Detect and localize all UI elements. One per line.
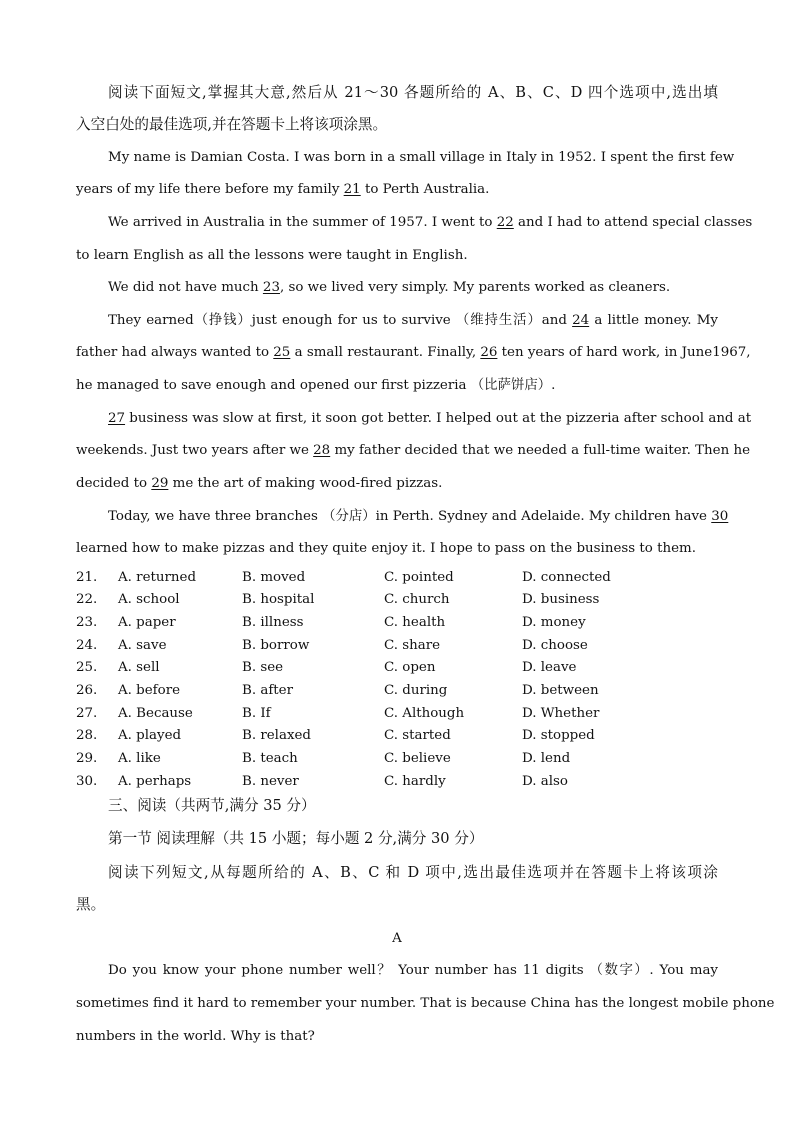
passage-label: A [392, 931, 402, 946]
blank-28: 28 [313, 443, 331, 458]
passage-p6-line-2: learned how to make pizzas and they quite enjoy it. I hope to pass on the business to them. [76, 541, 696, 556]
blank-26: 26 [480, 345, 498, 360]
passage-p2-line-1: We arrived in Australia in the summer of 1957. I went to 22 and I had to attend special classes [108, 215, 753, 230]
passage-p2-line-2: to learn English as all the lessons were taught in English. [76, 248, 468, 263]
passage-a-line-3: numbers in the world. Why is that? [76, 1029, 315, 1044]
option-row: 21. A. returned B. moved C. pointed D. connected [76, 570, 611, 585]
passage-p3: We did not have much 23, so we lived very simply. My parents worked as cleaners. [108, 280, 671, 295]
passage-a-line-2: sometimes find it hard to remember your number. That is because China has the longest mobile phone [76, 996, 775, 1011]
blank-24: 24 [572, 313, 590, 328]
option-row: 30. A. perhaps B. never C. hardly D. also [76, 774, 568, 789]
reading-instructions-line-1: 阅读下列短文,从每题所给的 A、B、C 和 D 项中,选出最佳选项并在答题卡上将该项涂 [108, 864, 718, 881]
option-row: 22. A. school B. hospital C. church D. business [76, 592, 600, 607]
cloze-instructions-line-2: 入空白处的最佳选项,并在答题卡上将该项涂黑。 [76, 116, 388, 133]
blank-30: 30 [711, 509, 729, 524]
passage-p5-line-2: weekends. Just two years after we 28 my father decided that we needed a full-time waiter. Then he [76, 443, 751, 458]
passage-p4-line-3: he managed to save enough and opened our first pizzeria （比萨饼店）. [76, 378, 556, 393]
passage-p5-line-3: decided to 29 me the art of making wood-fired pizzas. [76, 476, 443, 491]
reading-instructions-line-2: 黑。 [76, 896, 106, 913]
passage-p6-line-1: Today, we have three branches （分店）in Perth. Sydney and Adelaide. My children have 30 [108, 509, 729, 524]
blank-29: 29 [151, 476, 169, 491]
passage-p1-line-2: years of my life there before my family 21 to Perth Australia. [76, 182, 490, 197]
option-row: 26. A. before B. after C. during D. between [76, 683, 599, 698]
blank-22: 22 [496, 215, 514, 230]
passage-p4-line-1: They earned（挣钱）just enough for us to survive （维持生活）and 24 a little money. My [108, 313, 718, 328]
passage-a-line-1: Do you know your phone number well？ Your number has 11 digits （数字）. You may [108, 963, 718, 978]
blank-21: 21 [343, 182, 361, 197]
cloze-instructions-line-1: 阅读下面短文,掌握其大意,然后从 21～30 各题所给的 A、B、C、D 四个选项中,选出填 [108, 84, 718, 101]
section-subheading: 第一节 阅读理解（共 15 小题；每小题 2 分,满分 30 分） [108, 830, 484, 847]
option-row: 27. A. Because B. If C. Although D. Whether [76, 706, 600, 721]
passage-p5-line-1: 27 business was slow at first, it soon got better. I helped out at the pizzeria after school and at [108, 411, 752, 426]
option-row: 25. A. sell B. see C. open D. leave [76, 660, 577, 675]
option-row: 23. A. paper B. illness C. health D. money [76, 615, 586, 630]
option-row: 28. A. played B. relaxed C. started D. stopped [76, 728, 595, 743]
blank-25: 25 [273, 345, 291, 360]
option-row: 29. A. like B. teach C. believe D. lend [76, 751, 571, 766]
blank-27: 27 [108, 411, 126, 426]
section-heading: 三、阅读（共两节,满分 35 分） [108, 797, 316, 814]
passage-p1-line-1: My name is Damian Costa. I was born in a small village in Italy in 1952. I spent the first few [108, 150, 735, 165]
option-row: 24. A. save B. borrow C. share D. choose [76, 638, 588, 653]
passage-p4-line-2: father had always wanted to 25 a small restaurant. Finally, 26 ten years of hard work, in June1967, [76, 345, 751, 360]
blank-23: 23 [262, 280, 280, 295]
